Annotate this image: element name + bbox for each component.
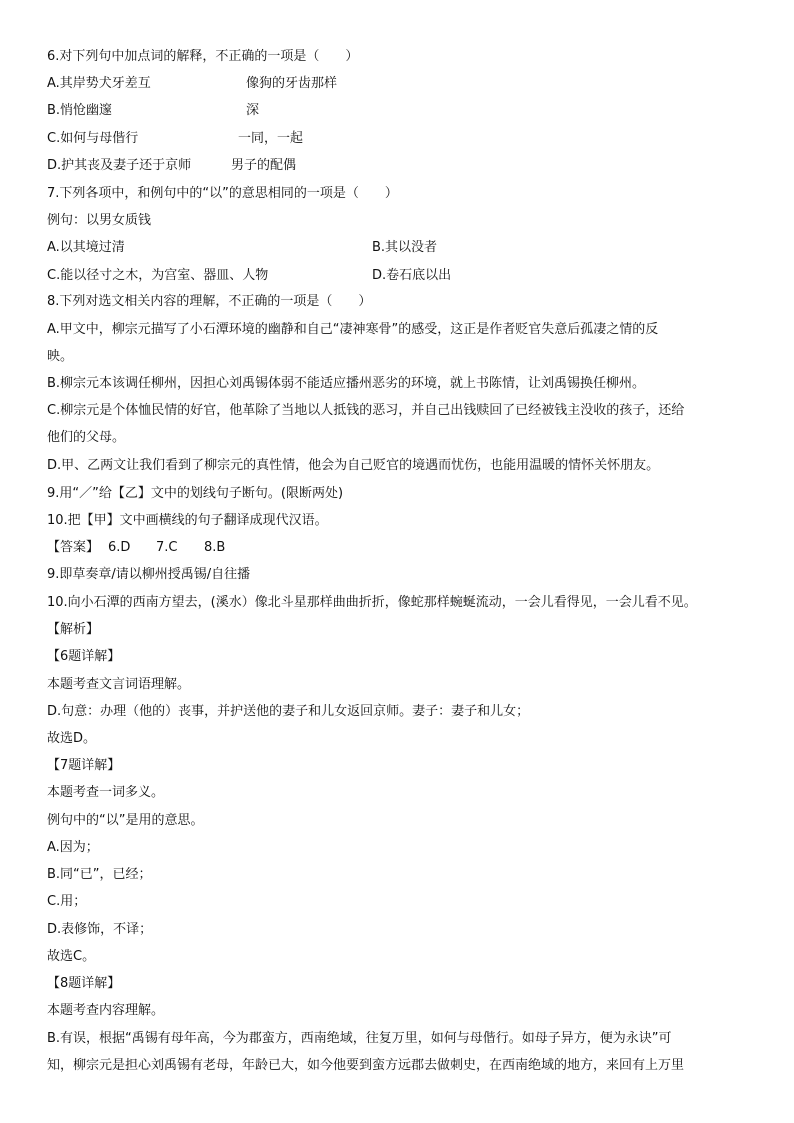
detail-6-title: 【6题详解】 xyxy=(47,649,121,664)
question-7-option-d: D.卷石底以出 xyxy=(372,268,452,283)
answer-8: 8.B xyxy=(204,540,226,555)
question-10: 10.把【甲】文中画横线的句子翻译成现代汉语。 xyxy=(47,513,328,528)
answer-7: 7.C xyxy=(156,540,178,555)
question-7-option-a: A.以其境过清 xyxy=(47,240,125,255)
question-8-stem: 8.下列对选文相关内容的理解，不正确的一项是（ ） xyxy=(47,294,372,309)
option-d-gloss: 男子的配偶 xyxy=(231,158,297,173)
detail-7-line: 故选C。 xyxy=(47,949,96,964)
option-b-gloss: 深 xyxy=(246,103,260,118)
answer-6: 6.D xyxy=(108,540,131,555)
option-d-sentence: D.护其丧及妻子还于京师 xyxy=(47,158,192,173)
detail-6-line: 本题考查文言词语理解。 xyxy=(47,677,191,692)
detail-8-line: 知，柳宗元是担心刘禹锡有老母，年龄已大，如今他要到蛮方远郡去做刺史，在西南绝域的地方，来回有上万里 xyxy=(47,1058,685,1073)
detail-7-line: A.因为； xyxy=(47,840,99,855)
question-7-example: 例句：以男女质钱 xyxy=(47,213,152,228)
answer-10: 10.向小石潭的西南方望去，(溪水）像北斗星那样曲曲折折，像蛇那样蜿蜒流动，一会儿看得见，一会儿看不见。 xyxy=(47,595,697,610)
analysis-label: 【解析】 xyxy=(47,622,100,637)
question-9: 9.用“／”给【乙】文中的划线句子断句。(限断两处) xyxy=(47,486,344,501)
question-8-option-a-line-1: A.甲文中，柳宗元描写了小石潭环境的幽静和自己“凄神寒骨”的感受，这正是作者贬官失意后孤凄之情的反 xyxy=(47,322,659,337)
question-8-option-d: D.甲、乙两文让我们看到了柳宗元的真性情，他会为自己贬官的境遇而忧伤，也能用温暖的情怀关怀朋友。 xyxy=(47,458,660,473)
detail-7-line: 例句中的“以”是用的意思。 xyxy=(47,813,204,828)
option-b-sentence: B.悄怆幽邃 xyxy=(47,103,113,118)
question-7-option-c: C.能以径寸之木，为宫室、器皿、人物 xyxy=(47,268,269,283)
question-7-stem: 7.下列各项中，和例句中的“以”的意思相同的一项是（ ） xyxy=(47,186,398,201)
option-c-gloss: 一同，一起 xyxy=(238,131,304,146)
question-6-stem: 6.对下列句中加点词的解释，不正确的一项是（ ） xyxy=(47,49,359,64)
detail-7-line: 本题考查一词多义。 xyxy=(47,785,165,800)
question-8-option-a-line-2: 映。 xyxy=(47,349,74,364)
detail-8-line: 本题考查内容理解。 xyxy=(47,1003,165,1018)
answer-9: 9.即草奏章/请以柳州授禹锡/自往播 xyxy=(47,567,251,582)
option-a-gloss: 像狗的牙齿那样 xyxy=(246,76,338,91)
detail-8-line: B.有误，根据“禹锡有母年高，今为郡蛮方，西南绝域，往复万里，如何与母偕行。如母子异方，便为永诀”可 xyxy=(47,1031,672,1046)
option-c-sentence: C.如何与母偕行 xyxy=(47,131,139,146)
detail-7-title: 【7题详解】 xyxy=(47,758,121,773)
question-8-option-c-line-2: 他们的父母。 xyxy=(47,430,126,445)
detail-6-line: D.句意：办理（他的）丧事，并护送他的妻子和儿女返回京师。妻子：妻子和儿女； xyxy=(47,704,530,719)
question-8-option-c-line-1: C.柳宗元是个体恤民情的好官，他革除了当地以人抵钱的恶习，并自己出钱赎回了已经被钱主没收的孩子，还给 xyxy=(47,403,685,418)
option-a-sentence: A.其岸势犬牙差互 xyxy=(47,76,151,91)
detail-8-title: 【8题详解】 xyxy=(47,976,121,991)
detail-7-line: C.用； xyxy=(47,894,87,909)
answer-label: 【答案】 xyxy=(47,540,100,555)
detail-7-line: D.表修饰，不译； xyxy=(47,922,153,937)
detail-6-line: 故选D。 xyxy=(47,731,97,746)
question-7-option-b: B.其以没者 xyxy=(372,240,438,255)
question-8-option-b: B.柳宗元本该调任柳州，因担心刘禹锡体弱不能适应播州恶劣的环境，就上书陈情，让刘禹锡换任柳州。 xyxy=(47,376,646,391)
detail-7-line: B.同“已”，已经； xyxy=(47,867,152,882)
